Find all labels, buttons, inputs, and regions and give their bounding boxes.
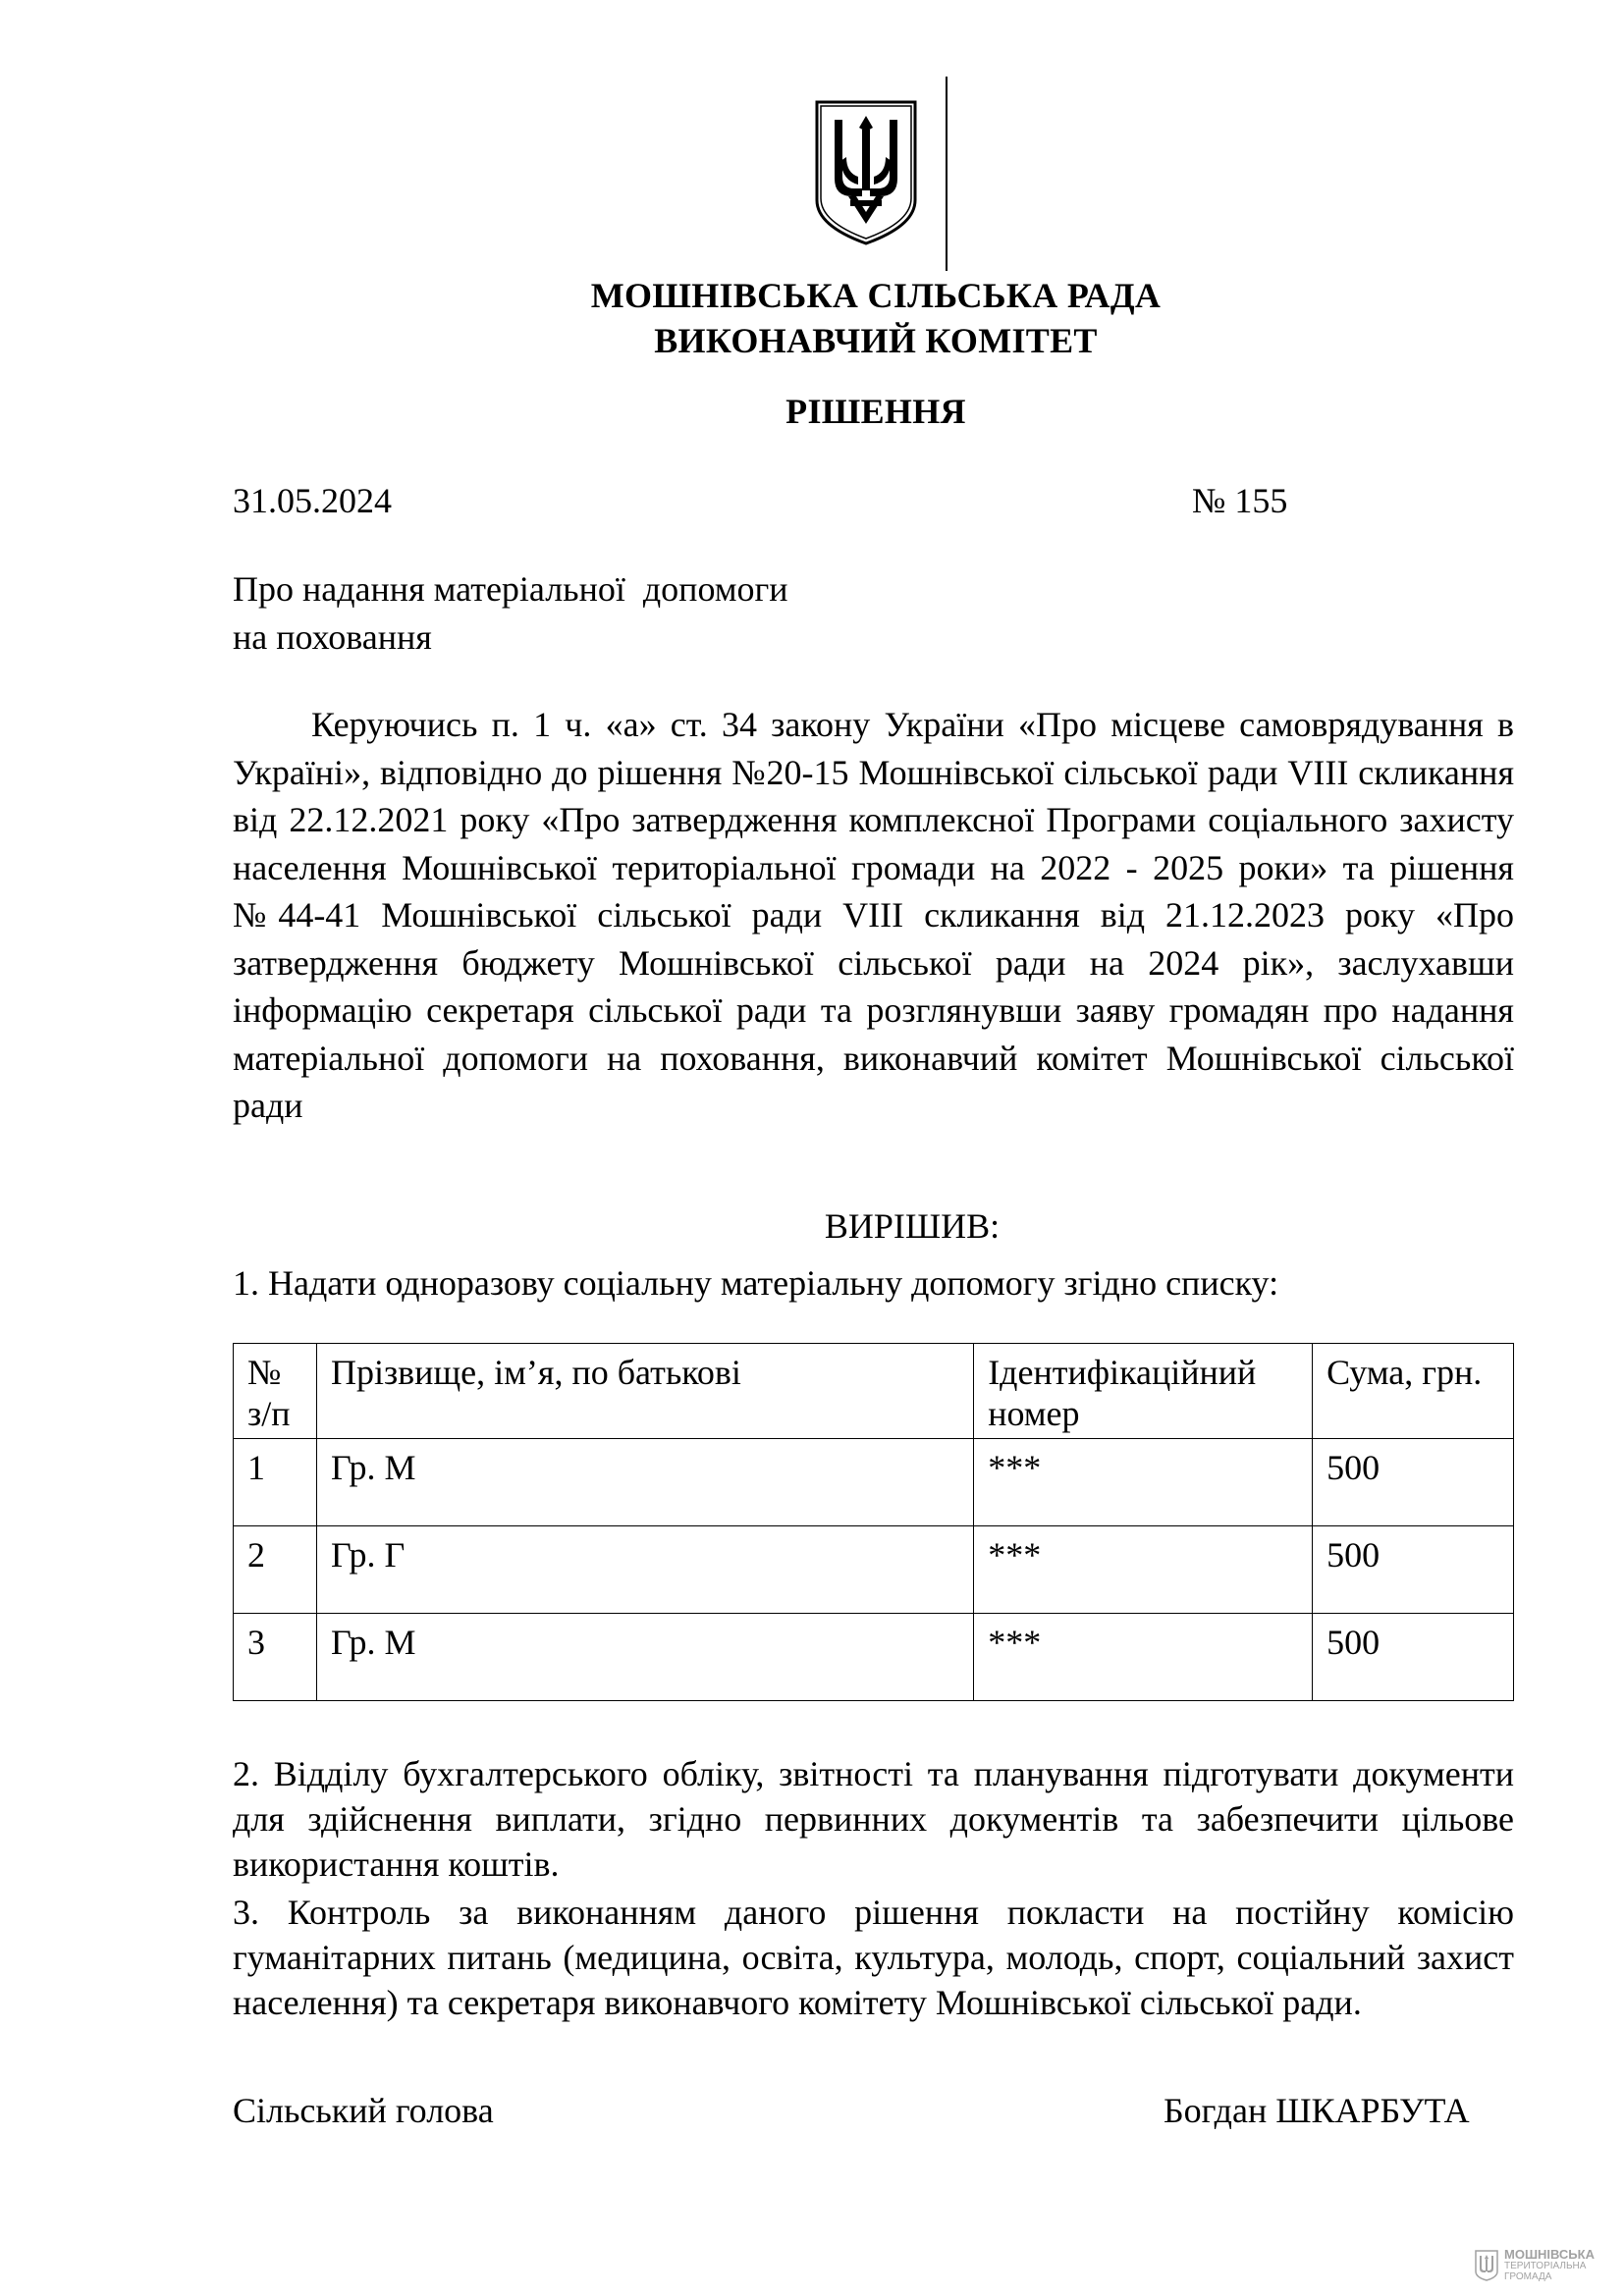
decision-subject <box>233 565 920 662</box>
decision-number: № 155 <box>1192 481 1288 520</box>
table-row <box>234 1439 1514 1526</box>
table-row <box>234 1614 1514 1701</box>
header-cell-name: Прізвище, ім’я, по батькові <box>316 1344 973 1439</box>
trident-watermark-icon <box>1475 2250 1498 2281</box>
header-cell-number: № з/п <box>234 1344 317 1439</box>
signatory-name: Богдан ШКАРБУТА <box>1164 2091 1470 2130</box>
cell-id: *** <box>974 1526 1313 1614</box>
table-header-row <box>234 1344 1514 1439</box>
preamble-paragraph: Керуючись п. 1 ч. «а» ст. 34 закону України «Про місцеве самоврядування в Україні», відповідно до рішення №20-15 Мошнівської сільської ради VIII скликання від 22.12.2021 року «Про затвердження комплексної Програми соціального захисту населення Мошнівської територіальної громади на 2022 - 2025 роки» та рішення №44-41 Мошнівської сільської ради VIII скликання від 21.12.2023 року «Про затвердження бюджету Мошнівської сільської ради на 2024 рік», заслухавши інформацію секретаря сільської ради та розглянувши заяву громадян про надання матеріальної допомоги на поховання, виконавчий комітет Мошнівської сільської ради <box>233 705 1514 1125</box>
subject-line-1: Про надання матеріальної допомоги <box>233 569 788 609</box>
decision-date: 31.05.2024 <box>233 481 392 520</box>
cell-sum: 500 <box>1313 1439 1514 1526</box>
cell-name: Гр. М <box>316 1439 973 1526</box>
decision-item-1: 1. Надати одноразову соціальну матеріальну допомогу згідно списку: <box>233 1263 1279 1303</box>
recipients-table <box>233 1343 1514 1701</box>
header-cell-id: Ідентифікаційний номер <box>974 1344 1313 1439</box>
committee-name: ВИКОНАВЧИЙ КОМІТЕТ <box>654 321 1098 360</box>
cell-name: Гр. М <box>316 1614 973 1701</box>
document-type-title: РІШЕННЯ <box>785 392 966 431</box>
watermark-line-1: МОШНІВСЬКА <box>1504 2247 1595 2262</box>
resolved-heading: ВИРІШИВ: <box>824 1206 1001 1246</box>
community-watermark <box>1475 2248 1595 2282</box>
watermark-line-3: ГРОМАДА <box>1504 2271 1552 2282</box>
decision-item-2: 2. Відділу бухгалтерського обліку, звітності та планування підготувати документи для здійснення виплати, згідно первинних документів та забезпечити цільове використання коштів. <box>233 1754 1514 1884</box>
trident-coat-of-arms-icon <box>813 98 919 247</box>
cell-number: 2 <box>234 1526 317 1614</box>
cell-id: *** <box>974 1439 1313 1526</box>
subject-line-2: на поховання <box>233 617 432 657</box>
cell-name: Гр. Г <box>316 1526 973 1614</box>
cell-number: 3 <box>234 1614 317 1701</box>
table-row <box>234 1526 1514 1614</box>
council-name: МОШНІВСЬКА СІЛЬСЬКА РАДА <box>590 276 1162 315</box>
cell-sum: 500 <box>1313 1526 1514 1614</box>
cell-sum: 500 <box>1313 1614 1514 1701</box>
decision-item-3: 3. Контроль за виконанням даного рішення покласти на постійну комісію гуманітарних питань (медицина, освіта, культура, молодь, спорт, соціальний захист населення) та секретаря виконавчого комітету Мошнівської сільської ради. <box>233 1893 1514 2022</box>
header-divider-line <box>946 77 947 271</box>
cell-number: 1 <box>234 1439 317 1526</box>
header-cell-sum: Сума, грн. <box>1313 1344 1514 1439</box>
cell-id: *** <box>974 1614 1313 1701</box>
watermark-text <box>1504 2248 1595 2282</box>
watermark-line-2: ТЕРИТОРІАЛЬНА <box>1504 2261 1587 2271</box>
signatory-title: Сільський голова <box>233 2091 494 2130</box>
